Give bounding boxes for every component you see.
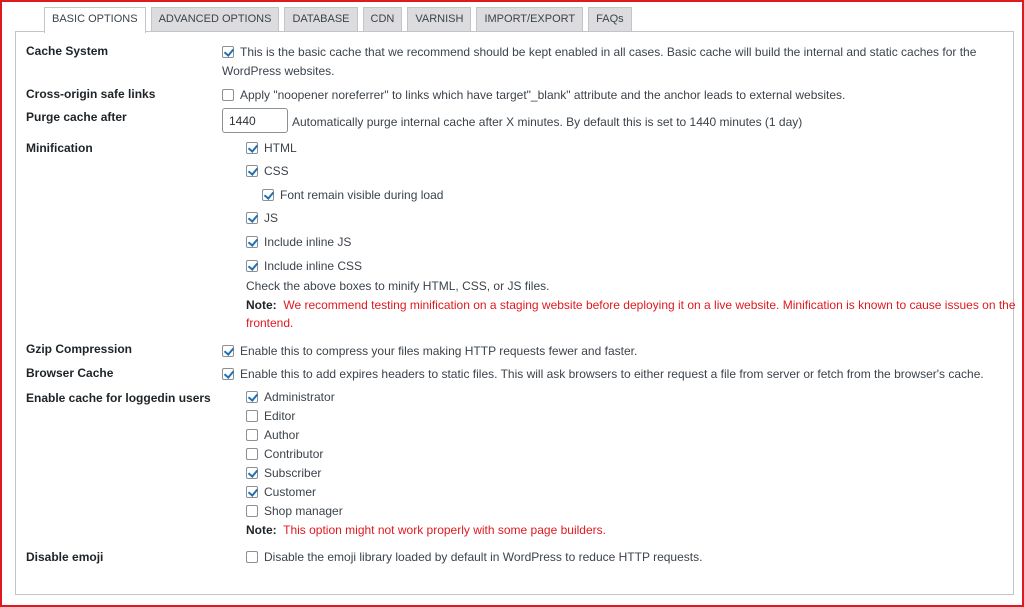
inline-js-label: Include inline JS — [264, 235, 352, 249]
browser-cache-label: Browser Cache — [26, 366, 114, 380]
settings-tabs — [44, 7, 632, 32]
minify-js-label: JS — [264, 211, 279, 225]
browser-cache-checkbox[interactable] — [222, 368, 234, 380]
role-author-label: Author — [264, 428, 300, 442]
disable-emoji-text: Disable the emoji library loaded by default in WordPress to reduce HTTP requests. — [264, 550, 703, 564]
cache-system-text: This is the basic cache that we recommend should be kept enabled in all cases. Basic cache will build the internal and static caches for the — [240, 45, 977, 59]
tab-advanced-options[interactable]: ADVANCED OPTIONS — [151, 7, 280, 32]
role-contributor-checkbox[interactable] — [246, 448, 258, 460]
role-shop-manager-checkbox[interactable] — [246, 505, 258, 517]
cache-system-row — [222, 45, 976, 59]
loggedin-label: Enable cache for loggedin users — [26, 391, 211, 405]
role-editor-row — [246, 409, 295, 423]
role-subscriber-checkbox[interactable] — [246, 467, 258, 479]
loggedin-note — [246, 521, 606, 539]
inline-css-label: Include inline CSS — [264, 259, 363, 273]
cache-system-checkbox[interactable] — [222, 46, 234, 58]
disable-emoji-label: Disable emoji — [26, 550, 104, 564]
minification-label: Minification — [26, 141, 93, 155]
minify-js-row — [246, 211, 278, 225]
minify-css-checkbox[interactable] — [246, 165, 258, 177]
role-administrator-row — [246, 390, 335, 404]
minify-html-row — [246, 141, 297, 155]
cache-system-text-cont: WordPress websites. — [222, 64, 335, 78]
minification-note — [246, 296, 1016, 314]
minification-note-cont — [246, 314, 293, 332]
tab-cdn[interactable]: CDN — [363, 7, 403, 32]
role-administrator-label: Administrator — [264, 390, 335, 404]
disable-emoji-checkbox[interactable] — [246, 551, 258, 563]
role-contributor-row — [246, 447, 323, 461]
gzip-row — [222, 344, 637, 358]
minify-html-checkbox[interactable] — [246, 142, 258, 154]
loggedin-note-text: This option might not work properly with some page builders. — [283, 523, 606, 537]
minification-note-prefix: Note: — [246, 298, 277, 312]
role-administrator-checkbox[interactable] — [246, 391, 258, 403]
tab-varnish[interactable]: VARNISH — [407, 7, 471, 32]
gzip-checkbox[interactable] — [222, 345, 234, 357]
minification-help: Check the above boxes to minify HTML, CSS, or JS files. — [246, 279, 550, 293]
purge-cache-row — [292, 115, 802, 129]
purge-cache-label: Purge cache after — [26, 110, 127, 124]
role-customer-row — [246, 485, 316, 499]
tab-faqs[interactable]: FAQs — [588, 7, 632, 32]
loggedin-note-prefix: Note: — [246, 523, 277, 537]
inline-css-row — [246, 259, 362, 273]
font-visible-label: Font remain visible during load — [280, 188, 444, 202]
cross-origin-checkbox[interactable] — [222, 89, 234, 101]
role-editor-checkbox[interactable] — [246, 410, 258, 422]
purge-cache-text: Automatically purge internal cache after X minutes. By default this is set to 1440 minutes (1 day) — [292, 115, 803, 129]
role-contributor-label: Contributor — [264, 447, 324, 461]
role-author-checkbox[interactable] — [246, 429, 258, 441]
role-shop-manager-row — [246, 504, 343, 518]
minification-note-text-cont: frontend. — [246, 316, 294, 330]
purge-minutes-input[interactable] — [222, 108, 288, 133]
tab-database[interactable]: DATABASE — [284, 7, 357, 32]
role-editor-label: Editor — [264, 409, 296, 423]
tab-basic-options[interactable]: BASIC OPTIONS — [44, 7, 146, 33]
role-author-row — [246, 428, 299, 442]
cross-origin-label: Cross-origin safe links — [26, 87, 156, 101]
browser-cache-row — [222, 367, 984, 381]
disable-emoji-row — [246, 550, 702, 564]
inline-js-checkbox[interactable] — [246, 236, 258, 248]
inline-css-checkbox[interactable] — [246, 260, 258, 272]
browser-cache-text: Enable this to add expires headers to static files. This will ask browsers to either request a file from server or fetch from the browser's cache. — [240, 367, 984, 381]
minify-css-label: CSS — [264, 164, 289, 178]
cross-origin-text: Apply "noopener noreferrer" to links which have target"_blank" attribute and the anchor leads to external websites. — [240, 88, 846, 102]
gzip-label: Gzip Compression — [26, 342, 133, 356]
role-shop-manager-label: Shop manager — [264, 504, 343, 518]
tab-import-export[interactable]: IMPORT/EXPORT — [476, 7, 583, 32]
cross-origin-row — [222, 88, 845, 102]
minify-html-label: HTML — [264, 141, 297, 155]
role-subscriber-row — [246, 466, 321, 480]
inline-js-row — [246, 235, 351, 249]
minification-note-text: We recommend testing minification on a staging website before deploying it on a live website. Minification is known to cause issues on the — [283, 298, 1016, 312]
gzip-text: Enable this to compress your files making HTTP requests fewer and faster. — [240, 344, 638, 358]
role-customer-checkbox[interactable] — [246, 486, 258, 498]
role-subscriber-label: Subscriber — [264, 466, 322, 480]
cache-system-label: Cache System — [26, 44, 109, 58]
font-visible-checkbox[interactable] — [262, 189, 274, 201]
minify-css-row — [246, 164, 289, 178]
minify-js-checkbox[interactable] — [246, 212, 258, 224]
font-visible-row — [262, 188, 443, 202]
role-customer-label: Customer — [264, 485, 317, 499]
